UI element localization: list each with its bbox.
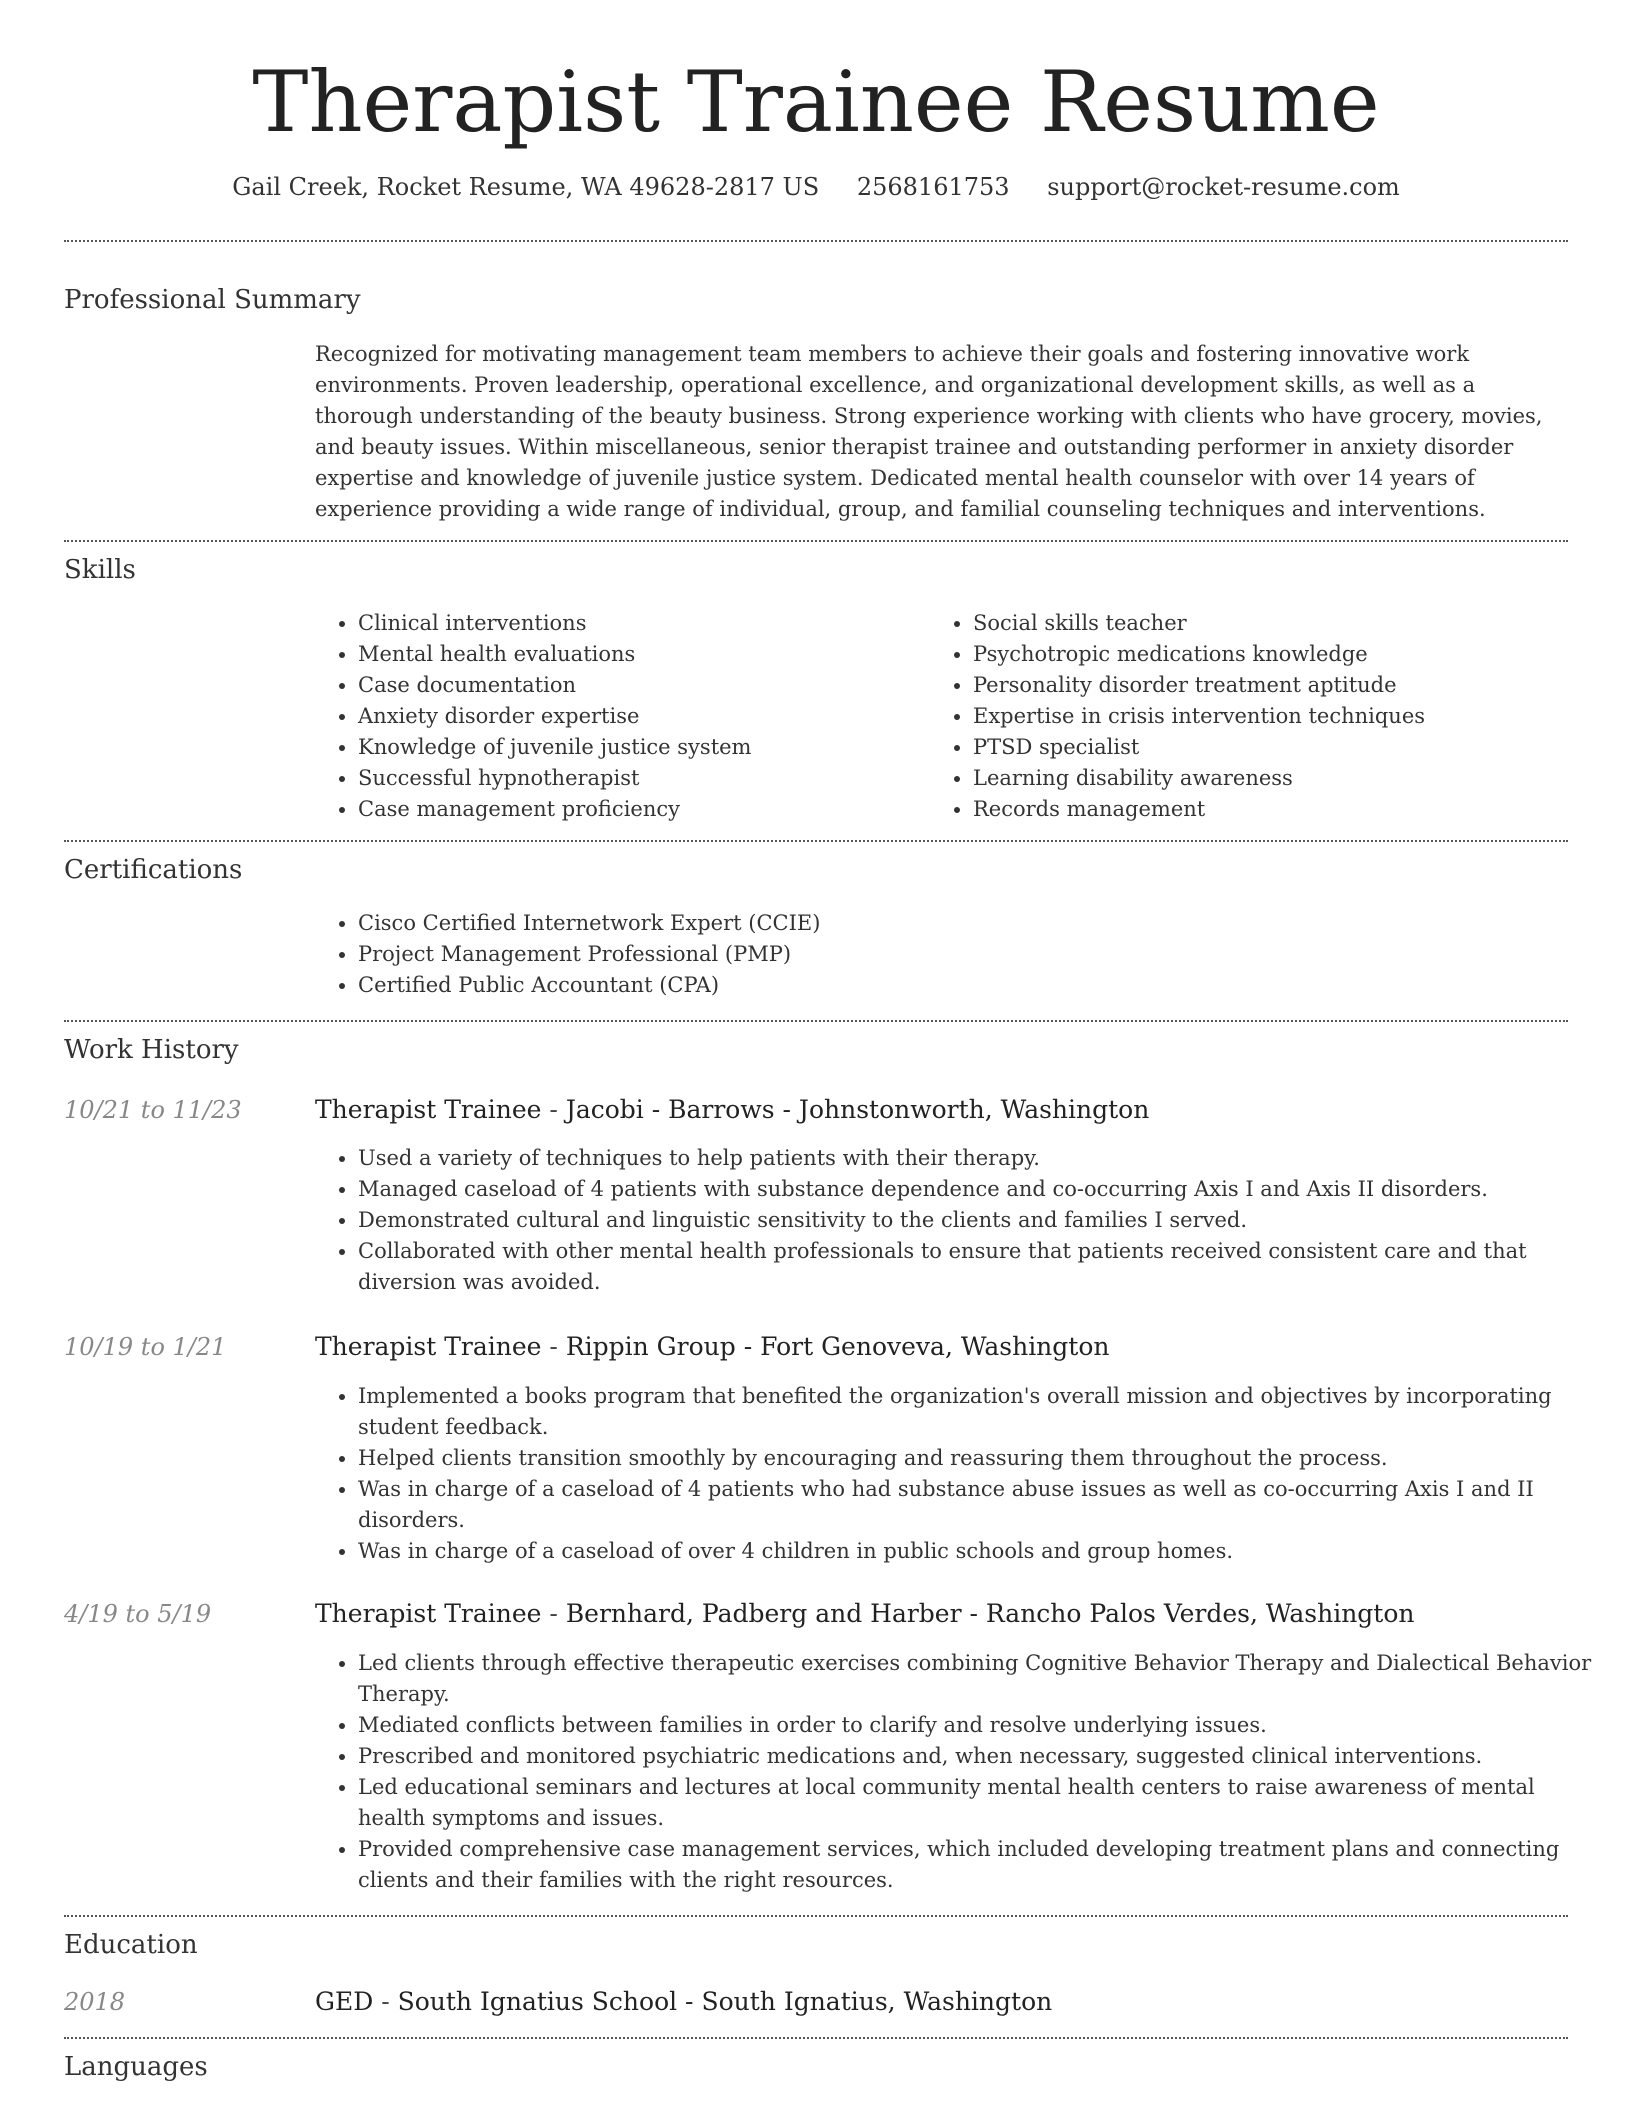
education-title <box>315 1985 1052 2019</box>
skill-item: • Clinical interventions <box>358 608 918 639</box>
section-divider <box>64 2037 1568 2039</box>
job-bullet: • Led educational seminars and lectures at local community mental health centers to raise awareness of mental health symptoms and issues. <box>358 1772 1608 1834</box>
summary-text: Recognized for motivating management team members to achieve their goals and fostering innovative work environments. Proven leadership, operational excellence, and organizational development skills, as well as a thorough understanding of the beauty business. Strong experience working with clients who have grocery, movies, and beauty issues. Within miscellaneous, senior therapist trainee and outstanding performer in anxiety disorder expertise and knowledge of juvenile justice system. Dedicated mental health counselor with over 14 years of experience providing a wide range of individual, group, and familial counseling techniques and interventions. <box>315 342 1543 521</box>
skills-list-left <box>315 608 918 825</box>
skills-list-right <box>930 608 1593 825</box>
education-degree: GED <box>315 1987 374 2016</box>
job-dates: 10/19 to 1/21 <box>64 1333 227 1361</box>
resume-title: Therapist Trainee Resume <box>252 53 1380 151</box>
job-employer: Jacobi - Barrows - Johnstonworth, Washington <box>565 1095 1150 1124</box>
job-bullet: • Was in charge of a caseload of 4 patients who had substance abuse issues as well as co-occurring Axis I and II disorders. <box>358 1474 1608 1536</box>
job-separator: - <box>541 1599 566 1628</box>
contact-phone: 2568161753 <box>856 173 1010 201</box>
skill-item: • Successful hypnotherapist <box>358 763 918 794</box>
job-title <box>315 1330 1110 1364</box>
job-dates: 4/19 to 5/19 <box>64 1600 212 1628</box>
skill-item: • Knowledge of juvenile justice system <box>358 732 918 763</box>
section-divider <box>64 240 1568 242</box>
job-bullets <box>315 1648 1608 1896</box>
education-separator: - <box>373 1987 398 2016</box>
work-history-heading: Work History <box>64 1035 239 1065</box>
section-divider <box>64 840 1568 842</box>
job-bullet: • Used a variety of techniques to help patients with their therapy. <box>358 1143 1608 1174</box>
certification-item: • Certified Public Accountant (CPA) <box>358 970 1608 1001</box>
contact-address: Gail Creek, Rocket Resume, WA 49628-2817 US <box>232 173 820 201</box>
education-heading: Education <box>64 1930 198 1960</box>
job-separator: - <box>541 1332 566 1361</box>
job-role: Therapist Trainee <box>315 1599 542 1628</box>
certifications-heading: Certifications <box>64 855 243 885</box>
skill-item: • Psychotropic medications knowledge <box>973 639 1593 670</box>
job-bullet: • Implemented a books program that benefited the organization's overall mission and objectives by incorporating student feedback. <box>358 1381 1608 1443</box>
skill-item: • Learning disability awareness <box>973 763 1593 794</box>
certification-item: • Project Management Professional (PMP) <box>358 939 1608 970</box>
job-title <box>315 1093 1149 1127</box>
skill-item: • Social skills teacher <box>973 608 1593 639</box>
job-bullet: • Provided comprehensive case management services, which included developing treatment plans and connecting clients and their families with the right resources. <box>358 1834 1608 1896</box>
skills-heading: Skills <box>64 555 136 585</box>
certifications-list <box>315 908 1608 1001</box>
job-bullet: • Helped clients transition smoothly by encouraging and reassuring them throughout the process. <box>358 1443 1608 1474</box>
job-bullet: • Led clients through effective therapeutic exercises combining Cognitive Behavior Therapy and Dialectical Behavior Therapy. <box>358 1648 1608 1710</box>
skill-item: • PTSD specialist <box>973 732 1593 763</box>
job-bullet: • Was in charge of a caseload of over 4 children in public schools and group homes. <box>358 1536 1608 1567</box>
certification-item: • Cisco Certified Internetwork Expert (CCIE) <box>358 908 1608 939</box>
job-bullet: • Mediated conflicts between families in order to clarify and resolve underlying issues. <box>358 1710 1608 1741</box>
job-separator: - <box>541 1095 566 1124</box>
job-employer: Bernhard, Padberg and Harber - Rancho Palos Verdes, Washington <box>565 1599 1415 1628</box>
summary-heading: Professional Summary <box>64 285 361 315</box>
section-divider <box>64 1915 1568 1917</box>
job-bullet: • Prescribed and monitored psychiatric medications and, when necessary, suggested clinical interventions. <box>358 1741 1608 1772</box>
languages-heading: Languages <box>64 2052 208 2082</box>
contact-line <box>0 170 1632 204</box>
section-divider <box>64 540 1568 542</box>
skill-item: • Case documentation <box>358 670 918 701</box>
education-year: 2018 <box>64 1988 126 2016</box>
job-bullet: • Demonstrated cultural and linguistic sensitivity to the clients and families I served. <box>358 1205 1608 1236</box>
contact-email: support@rocket-resume.com <box>1047 173 1400 201</box>
job-bullet: • Managed caseload of 4 patients with substance dependence and co-occurring Axis I and Axis II disorders. <box>358 1174 1608 1205</box>
job-title <box>315 1597 1415 1631</box>
section-divider <box>64 1020 1568 1022</box>
skill-item: • Anxiety disorder expertise <box>358 701 918 732</box>
job-employer: Rippin Group - Fort Genoveva, Washington <box>565 1332 1110 1361</box>
skill-item: • Case management proficiency <box>358 794 918 825</box>
job-role: Therapist Trainee <box>315 1332 542 1361</box>
job-bullet: • Collaborated with other mental health professionals to ensure that patients received consistent care and that diversion was avoided. <box>358 1236 1608 1298</box>
skill-item: • Records management <box>973 794 1593 825</box>
job-dates: 10/21 to 11/23 <box>64 1096 242 1124</box>
education-school: South Ignatius School - South Ignatius, Washington <box>397 1987 1053 2016</box>
job-bullets <box>315 1143 1608 1298</box>
skill-item: • Personality disorder treatment aptitude <box>973 670 1593 701</box>
skill-item: • Expertise in crisis intervention techniques <box>973 701 1593 732</box>
job-bullets <box>315 1381 1608 1567</box>
job-role: Therapist Trainee <box>315 1095 542 1124</box>
skill-item: • Mental health evaluations <box>358 639 918 670</box>
